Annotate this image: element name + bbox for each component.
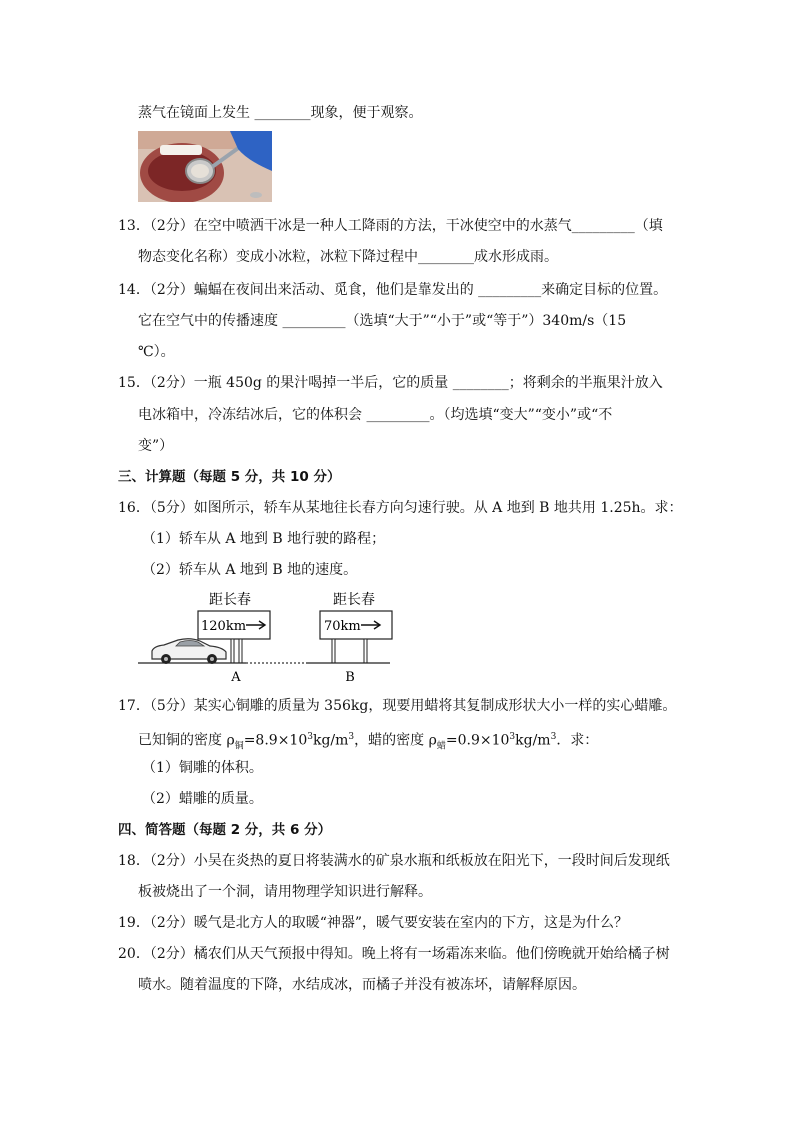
dental-mirror-photo bbox=[138, 131, 272, 202]
q16-sub2: （2）轿车从 A 地到 B 地的速度。 bbox=[142, 562, 358, 578]
q18-line2: 板被烧出了一个洞，请用物理学知识进行解释。 bbox=[138, 884, 432, 900]
q17-line1: 17．（5分）某实心铜雕的质量为 356kg，现要用蜡将其复制成形状大小一样的实心蜡雕。 bbox=[118, 698, 677, 714]
q13-line1: 13．（2分）在空中喷洒干冰是一种人工降雨的方法，干冰使空中的水蒸气_________（填 bbox=[118, 218, 663, 234]
q17-line2: 已知铜的密度 $\rho_铜=8.9\times 10^3kg/m^3$，蜡的密度 $\rho_蜡=0.9\times 10^3kg/m^3$．求： bbox=[138, 732, 599, 752]
section-3-heading: 三、计算题（每题 5 分，共 10 分） bbox=[118, 469, 341, 485]
q14-line1: 14．（2分）蝙蝠在夜间出来活动、觅食，他们是靠发出的 _________来确定目标的位置。 bbox=[118, 282, 668, 298]
q14-line3: ℃）。 bbox=[138, 344, 175, 360]
q20-line2: 喷水。随着温度的下降，水结成冰，而橘子并没有被冻坏，请解释原因。 bbox=[138, 977, 586, 993]
label-b: B bbox=[345, 670, 355, 685]
label-a: A bbox=[231, 670, 241, 685]
q13-line2: 物态变化名称）变成小冰粒，冰粒下降过程中________成水形成雨。 bbox=[138, 249, 558, 265]
q15-line3: 变”） bbox=[138, 438, 174, 454]
q19-line1: 19．（2分）暖气是北方人的取暖“神器”，暖气要安装在室内的下方，这是为什么？ bbox=[118, 915, 629, 931]
q16-line1: 16．（5分）如图所示，轿车从某地往长春方向匀速行驶。从 A 地到 B 地共用 1.25h。求： bbox=[118, 500, 683, 516]
q20-line1: 20．（2分）橘农们从天气预报中得知。晚上将有一场霜冻来临。他们傍晚就开始给橘子树 bbox=[118, 946, 670, 962]
sign-b-title: 距长春 bbox=[333, 592, 375, 608]
q15-line2: 电冰箱中，冷冻结冰后，它的体积会 _________。（均选填“变大”“变小”或“不 bbox=[138, 407, 613, 423]
q16-figure bbox=[138, 588, 408, 690]
q14-line2: 它在空气中的传播速度 _________（选填“大于”“小于”或“等于”）340m/s（15 bbox=[138, 313, 627, 329]
sign-a-title: 距长春 bbox=[209, 592, 251, 608]
car-icon bbox=[152, 639, 226, 664]
q16-sub1: （1）轿车从 A 地到 B 地行驶的路程； bbox=[142, 531, 386, 547]
section-4-heading: 四、简答题（每题 2 分，共 6 分） bbox=[118, 822, 332, 838]
q17-sub2: （2）蜡雕的质量。 bbox=[142, 791, 263, 807]
q12-tail: 蒸气在镜面上发生 ________现象，便于观察。 bbox=[138, 105, 423, 121]
q18-line1: 18．（2分）小吴在炎热的夏日将装满水的矿泉水瓶和纸板放在阳光下，一段时间后发现纸 bbox=[118, 853, 670, 869]
sign-b-value: 70km bbox=[324, 619, 361, 634]
q15-line1: 15．（2分）一瓶 450g 的果汁喝掉一半后，它的质量 ________；将剩余的半瓶果汁放入 bbox=[118, 375, 663, 391]
q17-sub1: （1）铜雕的体积。 bbox=[142, 760, 263, 776]
sign-a-value: 120km bbox=[201, 619, 247, 634]
